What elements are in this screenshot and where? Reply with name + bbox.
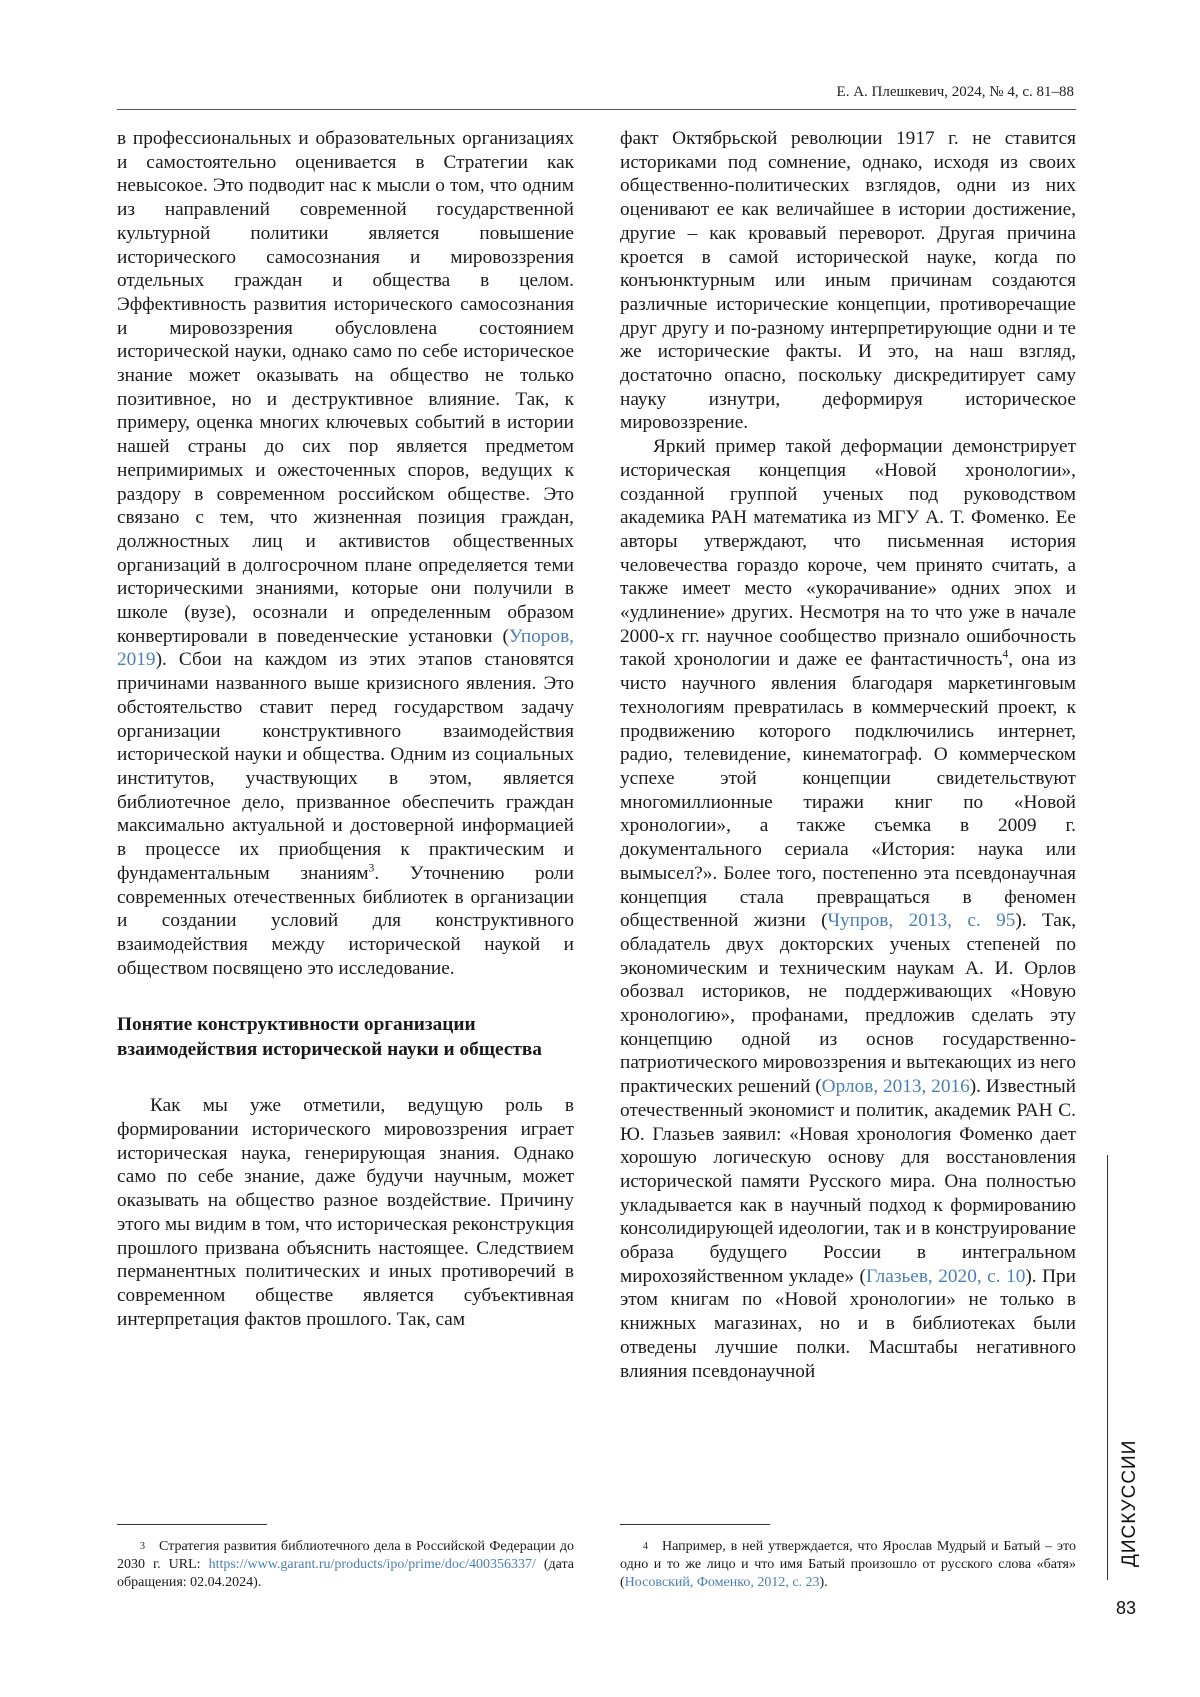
footnote-3: 3 Стратегия развития библиотечного дела в Российской Федерации до 2030 г. URL: https://www.garant.ru/products/ipo/prime/doc/400356337/ (дата обращения: 02.04.2024).	[117, 1538, 574, 1592]
footnote-ref-4[interactable]: 4	[1002, 648, 1008, 661]
footnote-url-link[interactable]: https://www.garant.ru/products/ipo/prime/doc/400356337/	[209, 1557, 536, 1572]
section-heading: Понятие конструктивности организации взаимодействия исторической науки и общества	[117, 1012, 574, 1062]
left-paragraph-2: Как мы уже отметили, ведущую роль в формировании исторического мировоззрения играет историческая наука, генерирующая знания. Однако само по себе знание, даже будучи научным, может оказывать на общество разное воздействие. Причину этого мы видим в том, что историческая реконструкция прошлого призвана объяснить настоящее. Следствием перманентных политических и иных противоречий в современном обществе является субъективная интерпретация фактов прошлого. Так, сам	[117, 1094, 574, 1331]
left-paragraph-1: в профессиональных и образовательных организациях и самостоятельно оценивается в Стратегии как невысокое. Это подводит нас к мысли о том, что одним из направлений современной государственной культурной политики является повышение исторического самосознания и мировоззрения отдельных граждан и общества в целом. Эффективность развития исторического самосознания и мировоззрения обусловлена состоянием исторической науки, однако само по себе историческое знание может оказывать на общество не только позитивное, но и деструктивное влияние. Так, к примеру, оценка многих ключевых событий в истории нашей страны до сих пор является предметом непримиримых и ожесточенных споров, ведущих к раздору в современном российском обществе. Это связано с тем, что жизненная позиция граждан, должностных лиц и активистов общественных организаций в долгосрочном плане определяется теми историческими знаниями, которые они получили в школе (вузе), осознали и определенным образом конвертировали в поведенческие установки (Упоров, 2019). Сбои на каждом из этих этапов становятся причинами названного выше кризисного явления. Это обстоятельство ставит перед государством задачу организации конструктивного взаимодействия исторической науки и общества. Одним из социальных институтов, участвующих в этом, является библиотечное дело, призванное обеспечить граждан максимально актуальной и достоверной информацией в процессе их приобщения к практическим и фундаментальным знаниям3. Уточнению роли современных отечественных библиотек в организации и создании условий для конструктивного взаимодействия между исторической наукой и обществом посвящено это исследование.	[117, 127, 574, 980]
page-number: 83	[1116, 1598, 1136, 1619]
section-label: ДИСКУССИИ	[1119, 1440, 1141, 1567]
running-head: Е. А. Плешкевич, 2024, № 4, с. 81–88	[837, 84, 1074, 101]
citation-link[interactable]: Чупров, 2013, с. 95	[828, 910, 1016, 931]
footnote-rule	[620, 1524, 770, 1525]
header-rule	[117, 109, 1076, 110]
footnote-number: 4	[620, 1538, 662, 1556]
right-column	[620, 127, 1076, 1383]
left-column	[117, 127, 574, 1331]
footnote-number: 3	[117, 1538, 159, 1556]
footnote-ref-3[interactable]: 3	[369, 861, 375, 874]
right-paragraph-1: факт Октябрьской революции 1917 г. не ставится историками под сомнение, однако, исходя из своих общественно-политических взглядов, одни из них оценивают ее как величайшее в истории достижение, другие – как кровавый переворот. Другая причина кроется в самой исторической науке, когда по конъюнктурным или иным причинам создаются различные исторические концепции, противоречащие друг другу и по-разному интерпретирующие одни и те же исторические факты. И это, на наш взгляд, достаточно опасно, поскольку дискредитирует саму науку изнутри, деформируя историческое мировоззрение.	[620, 127, 1076, 435]
citation-link[interactable]: Глазьев, 2020, с. 10	[866, 1266, 1025, 1287]
citation-link[interactable]: Носовский, Фоменко, 2012, с. 23	[625, 1575, 820, 1590]
citation-link[interactable]: Орлов, 2013, 2016	[822, 1076, 970, 1097]
citation-link[interactable]: Упоров, 2019	[117, 626, 574, 671]
sidebar-rule	[1107, 1155, 1108, 1580]
footnote-rule	[117, 1524, 267, 1525]
right-paragraph-2: Яркий пример такой деформации демонстрирует историческая концепция «Новой хронологии», созданной группой ученых под руководством академика РАН математика из МГУ А. Т. Фоменко. Ее авторы утверждают, что письменная история человечества гораздо короче, чем принято считать, а также имеет место «укорачивание» одних эпох и «удлинение» других. Несмотря на то что уже в начале 2000-х гг. научное сообщество признало ошибочность такой хронологии и даже ее фантастичность4, она из чисто научного явления благодаря маркетинговым технологиям превратилась в коммерческий проект, к продвижению которого подключились интернет, радио, телевидение, кинематограф. О коммерческом успехе этой концепции свидетельствуют многомиллионные тиражи книг по «Новой хронологии», а также съемка в 2009 г. документального сериала «История: наука или вымысел?». Более того, постепенно эта псевдонаучная концепция стала превращаться в феномен общественной жизни (Чупров, 2013, с. 95). Так, обладатель двух докторских ученых степеней по экономическим и техническим наукам А. И. Орлов обозвал историков, не поддерживающих «Новую хронологию», профанами, предложив сделать эту концепцию одной из основ государственно-патриотического мировоззрения и вытекающих из него практических решений (Орлов, 2013, 2016). Известный отечественный экономист и политик, академик РАН С. Ю. Глазьев заявил: «Новая хронология Фоменко дает хорошую логическую основу для восстановления исторической памяти Русского мира. Она полностью укладывается как в научный подход к формированию консолидирующей идеологии, так и в конструирование образа будущего России в интегральном мирохозяйственном укладе» (Глазьев, 2020, с. 10). При этом книгам по «Новой хронологии» не только в книжных магазинах, но и в библиотеках были отведены лучшие полки. Масштабы негативного влияния псевдонаучной	[620, 435, 1076, 1383]
footnote-4: 4 Например, в ней утверждается, что Ярослав Мудрый и Батый – это одно и то же лицо и что имя Батый произошло от русского слова «батя» (Носовский, Фоменко, 2012, с. 23).	[620, 1538, 1076, 1592]
